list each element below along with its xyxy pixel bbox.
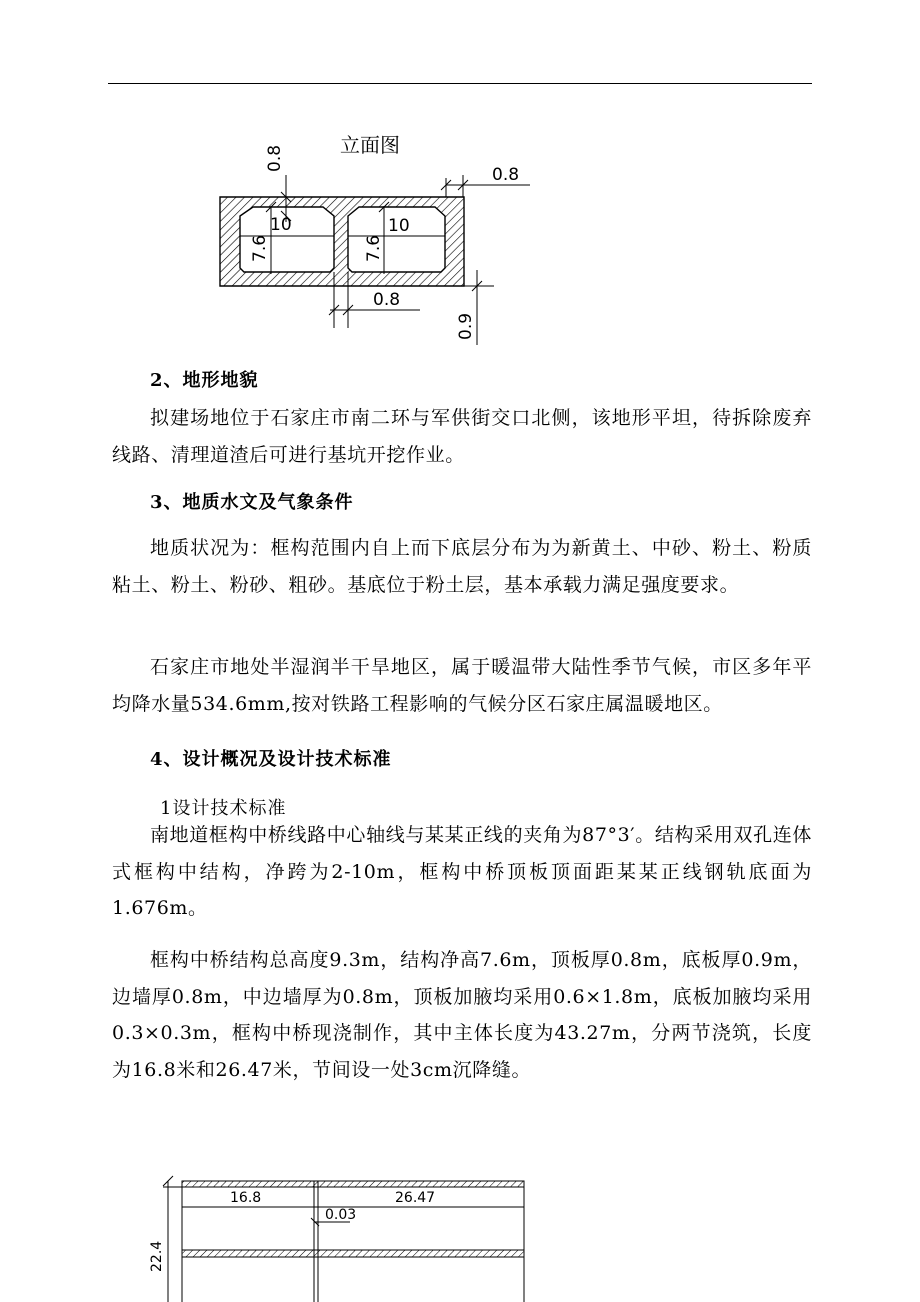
plan-width: 22.4 xyxy=(149,1240,165,1272)
section4-paragraph-alignment: 南地道框构中桥线路中心轴线与某某正线的夹角为87°3′。结构采用双孔连体式框构中结构，净跨为2-10m，框构中桥顶板顶面距某某正线钢轨底面为1.676m。 xyxy=(112,824,812,919)
dim-right-height: 7.6 xyxy=(364,234,384,262)
section3-paragraph-geology: 地质状况为：框构范围内自上而下底层分布为为新黄土、中砂、粉土、粉质粘土、粉土、粉砂、粗砂。基底位于粉土层，基本承载力满足强度要求。 xyxy=(112,537,812,596)
dim-top-slab: 0.8 xyxy=(265,144,285,172)
plan-length-right: 26.47 xyxy=(395,1190,436,1206)
plan-joint: 0.03 xyxy=(325,1207,357,1223)
dim-bottom-slab: 0.9 xyxy=(456,312,476,340)
section4-paragraph-structure: 框构中桥结构总高度9.3m，结构净高7.6m，顶板厚0.8m，底板厚0.9m，边墙厚0.8m，中边墙厚为0.8m，顶板加腋均采用0.6×1.8m，底板加腋均采用0.3×0.3m，框构中桥现浇制作，其中主体长度为43.27m，分两节浇筑，长度为16.8米和26.47米，节间设一处3cm沉降缝。 xyxy=(112,949,812,1081)
section2-heading: 2、地形地貌 xyxy=(150,370,259,391)
dim-side-wall: 0.8 xyxy=(492,165,520,185)
section3-paragraph-climate: 石家庄市地处半湿润半干旱地区，属于暖温带大陆性季节气候，市区多年平均降水量534.6mm,按对铁路工程影响的气候分区石家庄属温暖地区。 xyxy=(112,656,812,715)
dim-middle-wall: 0.8 xyxy=(373,290,401,310)
elevation-title: 立面图 xyxy=(340,133,400,157)
dim-left-height: 7.6 xyxy=(250,234,270,262)
section3-heading: 3、地质水文及气象条件 xyxy=(150,492,354,513)
plan-length-left: 16.8 xyxy=(230,1190,262,1206)
elevation-figure xyxy=(0,0,920,360)
dim-right-span: 10 xyxy=(388,216,410,236)
section2-paragraph: 拟建场地位于石家庄市南二环与军供街交口北侧，该地形平坦，待拆除废弃线路、清理道渣后可进行基坑开挖作业。 xyxy=(112,407,812,466)
section4-subheading: 1设计技术标准 xyxy=(160,798,287,819)
section4-heading: 4、设计概况及设计技术标准 xyxy=(150,749,392,770)
dim-left-span: 10 xyxy=(270,215,292,235)
plan-outline xyxy=(163,1176,524,1302)
